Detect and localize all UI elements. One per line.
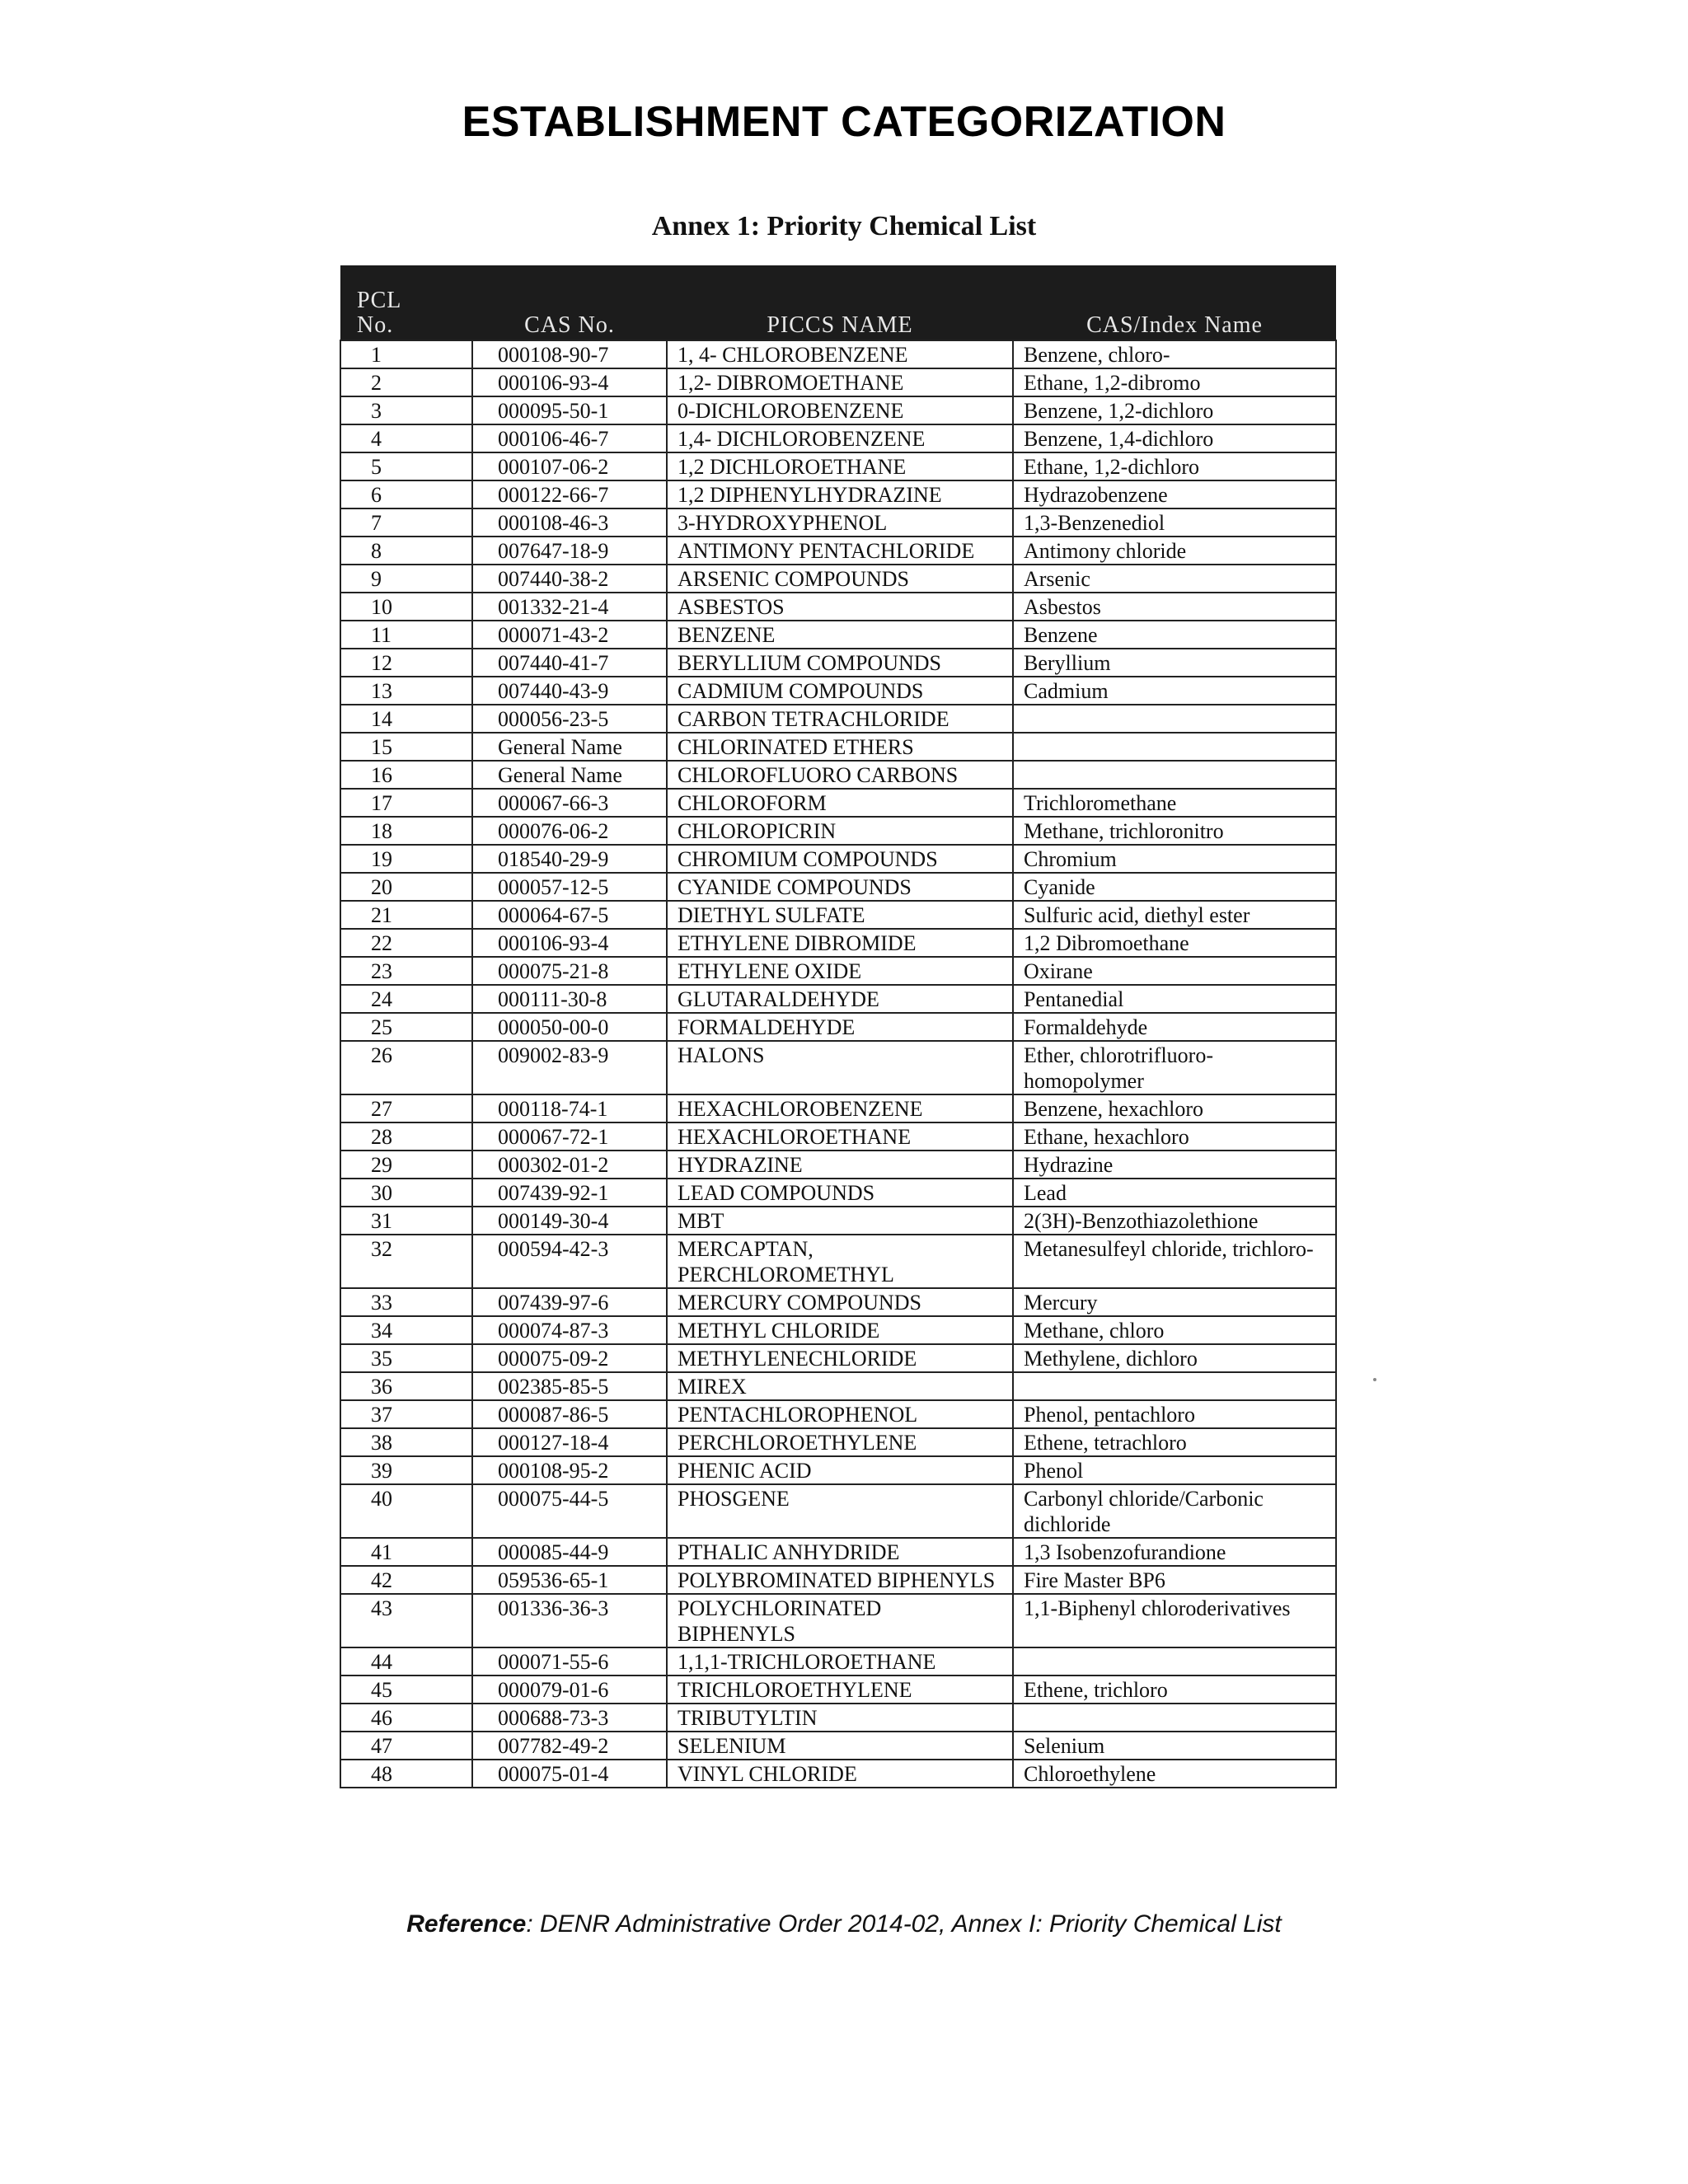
table-row bbox=[340, 368, 1336, 396]
cas-index-name-cell: Selenium bbox=[1013, 1732, 1336, 1760]
pcl-no-cell: 45 bbox=[340, 1675, 472, 1704]
scan-speck bbox=[1373, 1378, 1376, 1381]
cas-index-name-cell: Lead bbox=[1013, 1179, 1336, 1207]
pcl-no-cell: 11 bbox=[340, 621, 472, 649]
cas-index-name-cell: Carbonyl chloride/Carbonic dichloride bbox=[1013, 1484, 1336, 1538]
cas-index-name-cell: Ethane, 1,2-dibromo bbox=[1013, 368, 1336, 396]
cas-no-cell: 000079-01-6 bbox=[472, 1675, 667, 1704]
pcl-no-cell: 12 bbox=[340, 649, 472, 677]
pcl-no-cell: 28 bbox=[340, 1122, 472, 1151]
pcl-no-cell: 46 bbox=[340, 1704, 472, 1732]
cas-no-cell: 000594-42-3 bbox=[472, 1235, 667, 1288]
table-row bbox=[340, 452, 1336, 480]
cas-index-name-cell: 1,3-Benzenediol bbox=[1013, 509, 1336, 537]
piccs-name-cell: PHENIC ACID bbox=[667, 1456, 1013, 1484]
table-row bbox=[340, 1041, 1336, 1094]
table-row bbox=[340, 1704, 1336, 1732]
pcl-no-cell: 34 bbox=[340, 1316, 472, 1344]
cas-no-cell: 059536-65-1 bbox=[472, 1566, 667, 1594]
cas-no-cell: 000106-93-4 bbox=[472, 368, 667, 396]
pcl-no-cell: 44 bbox=[340, 1647, 472, 1675]
cas-no-cell: 001332-21-4 bbox=[472, 593, 667, 621]
pcl-no-cell: 5 bbox=[340, 452, 472, 480]
cas-index-name-cell: Methane, chloro bbox=[1013, 1316, 1336, 1344]
reference-text: : DENR Administrative Order 2014-02, Annex I: Priority Chemical List bbox=[526, 1910, 1282, 1938]
table-body bbox=[340, 340, 1336, 1788]
pcl-no-cell: 35 bbox=[340, 1344, 472, 1372]
pcl-no-cell: 4 bbox=[340, 424, 472, 452]
cas-index-name-cell: Fire Master BP6 bbox=[1013, 1566, 1336, 1594]
cas-no-cell: 007440-41-7 bbox=[472, 649, 667, 677]
piccs-name-cell: 1,2 DIPHENYLHYDRAZINE bbox=[667, 480, 1013, 509]
table-row bbox=[340, 929, 1336, 957]
table-row bbox=[340, 1647, 1336, 1675]
cas-index-name-cell: Ethane, hexachloro bbox=[1013, 1122, 1336, 1151]
piccs-name-cell: GLUTARALDEHYDE bbox=[667, 985, 1013, 1013]
table-row bbox=[340, 901, 1336, 929]
cas-index-name-cell: Chromium bbox=[1013, 845, 1336, 873]
table-row bbox=[340, 340, 1336, 368]
cas-no-cell: 000071-43-2 bbox=[472, 621, 667, 649]
pcl-no-cell: 15 bbox=[340, 733, 472, 761]
cas-index-name-cell: Metanesulfeyl chloride, trichloro- bbox=[1013, 1235, 1336, 1288]
cas-index-name-cell: Hydrazobenzene bbox=[1013, 480, 1336, 509]
table-row bbox=[340, 1372, 1336, 1400]
cas-no-cell: 000075-09-2 bbox=[472, 1344, 667, 1372]
cas-no-cell: 000076-06-2 bbox=[472, 817, 667, 845]
cas-no-cell: 000050-00-0 bbox=[472, 1013, 667, 1041]
cas-no-cell: 000302-01-2 bbox=[472, 1151, 667, 1179]
piccs-name-cell: DIETHYL SULFATE bbox=[667, 901, 1013, 929]
pcl-no-cell: 30 bbox=[340, 1179, 472, 1207]
cas-no-cell: 000064-67-5 bbox=[472, 901, 667, 929]
table-row bbox=[340, 1179, 1336, 1207]
piccs-name-cell: CHLORINATED ETHERS bbox=[667, 733, 1013, 761]
cas-index-name-cell: Benzene, chloro- bbox=[1013, 340, 1336, 368]
cas-index-name-cell: Benzene, 1,4-dichloro bbox=[1013, 424, 1336, 452]
cas-no-cell: 000095-50-1 bbox=[472, 396, 667, 424]
piccs-name-cell: POLYCHLORINATED BIPHENYLS bbox=[667, 1594, 1013, 1647]
table-row bbox=[340, 1732, 1336, 1760]
pcl-no-cell: 7 bbox=[340, 509, 472, 537]
cas-no-cell: 000075-21-8 bbox=[472, 957, 667, 985]
table-row bbox=[340, 593, 1336, 621]
cas-index-name-cell: Pentanedial bbox=[1013, 985, 1336, 1013]
pcl-no-cell: 26 bbox=[340, 1041, 472, 1094]
pcl-no-cell: 2 bbox=[340, 368, 472, 396]
piccs-name-cell: PHOSGENE bbox=[667, 1484, 1013, 1538]
table-row bbox=[340, 1760, 1336, 1788]
table-row bbox=[340, 1207, 1336, 1235]
cas-index-name-cell: 1,1-Biphenyl chloroderivatives bbox=[1013, 1594, 1336, 1647]
table-row bbox=[340, 1235, 1336, 1288]
cas-no-cell: 001336-36-3 bbox=[472, 1594, 667, 1647]
pcl-no-cell: 13 bbox=[340, 677, 472, 705]
cas-no-cell: 000122-66-7 bbox=[472, 480, 667, 509]
pcl-no-cell: 24 bbox=[340, 985, 472, 1013]
cas-no-cell: 009002-83-9 bbox=[472, 1041, 667, 1094]
cas-index-name-cell: Arsenic bbox=[1013, 565, 1336, 593]
cas-no-cell: 000067-72-1 bbox=[472, 1122, 667, 1151]
table-row bbox=[340, 1428, 1336, 1456]
piccs-name-cell: BERYLLIUM COMPOUNDS bbox=[667, 649, 1013, 677]
cas-index-name-cell: Cyanide bbox=[1013, 873, 1336, 901]
table-row bbox=[340, 537, 1336, 565]
cas-index-name-cell: Ethene, tetrachloro bbox=[1013, 1428, 1336, 1456]
cas-index-name-cell: Benzene, 1,2-dichloro bbox=[1013, 396, 1336, 424]
pcl-no-cell: 39 bbox=[340, 1456, 472, 1484]
cas-index-name-cell bbox=[1013, 1372, 1336, 1400]
pcl-no-cell: 22 bbox=[340, 929, 472, 957]
cas-no-cell: 000108-46-3 bbox=[472, 509, 667, 537]
cas-index-name-cell bbox=[1013, 1647, 1336, 1675]
cas-no-cell: 000111-30-8 bbox=[472, 985, 667, 1013]
cas-no-cell: 000087-86-5 bbox=[472, 1400, 667, 1428]
table-row bbox=[340, 480, 1336, 509]
cas-index-name-cell: Ethane, 1,2-dichloro bbox=[1013, 452, 1336, 480]
table-row bbox=[340, 1344, 1336, 1372]
table-row bbox=[340, 705, 1336, 733]
cas-index-name-cell: 1,2 Dibromoethane bbox=[1013, 929, 1336, 957]
pcl-no-cell: 37 bbox=[340, 1400, 472, 1428]
pcl-no-cell: 14 bbox=[340, 705, 472, 733]
pcl-no-cell: 20 bbox=[340, 873, 472, 901]
cas-no-cell: 000071-55-6 bbox=[472, 1647, 667, 1675]
cas-no-cell: 002385-85-5 bbox=[472, 1372, 667, 1400]
table-row bbox=[340, 985, 1336, 1013]
cas-no-cell: 000056-23-5 bbox=[472, 705, 667, 733]
cas-index-name-cell bbox=[1013, 761, 1336, 789]
cas-no-cell: 000085-44-9 bbox=[472, 1538, 667, 1566]
cas-index-name-cell: Ethene, trichloro bbox=[1013, 1675, 1336, 1704]
cas-no-cell: 007782-49-2 bbox=[472, 1732, 667, 1760]
piccs-name-cell: VINYL CHLORIDE bbox=[667, 1760, 1013, 1788]
reference-note bbox=[0, 1910, 1688, 1938]
table-row bbox=[340, 1094, 1336, 1122]
pcl-no-cell: 17 bbox=[340, 789, 472, 817]
cas-no-cell: 007440-43-9 bbox=[472, 677, 667, 705]
piccs-name-cell: HEXACHLOROETHANE bbox=[667, 1122, 1013, 1151]
table-row bbox=[340, 1566, 1336, 1594]
cas-no-cell: 000106-46-7 bbox=[472, 424, 667, 452]
piccs-name-cell: 0-DICHLOROBENZENE bbox=[667, 396, 1013, 424]
table-row bbox=[340, 817, 1336, 845]
cas-index-name-cell bbox=[1013, 1704, 1336, 1732]
cas-index-name-cell bbox=[1013, 705, 1336, 733]
page-title: ESTABLISHMENT CATEGORIZATION bbox=[462, 98, 1226, 146]
cas-index-name-cell: Mercury bbox=[1013, 1288, 1336, 1316]
table-row bbox=[340, 1316, 1336, 1344]
piccs-name-cell: MERCAPTAN, PERCHLOROMETHYL bbox=[667, 1235, 1013, 1288]
header-piccs-name: PICCS NAME bbox=[667, 265, 1013, 340]
cas-no-cell: 007439-92-1 bbox=[472, 1179, 667, 1207]
cas-no-cell: 000127-18-4 bbox=[472, 1428, 667, 1456]
pcl-no-cell: 19 bbox=[340, 845, 472, 873]
piccs-name-cell: MBT bbox=[667, 1207, 1013, 1235]
piccs-name-cell: 1, 4- CHLOROBENZENE bbox=[667, 340, 1013, 368]
cas-no-cell: 000057-12-5 bbox=[472, 873, 667, 901]
header-pcl-no bbox=[340, 265, 472, 340]
cas-index-name-cell: 2(3H)-Benzothiazolethione bbox=[1013, 1207, 1336, 1235]
pcl-no-cell: 10 bbox=[340, 593, 472, 621]
cas-no-cell: General Name bbox=[472, 761, 667, 789]
table-row bbox=[340, 1288, 1336, 1316]
piccs-name-cell: FORMALDEHYDE bbox=[667, 1013, 1013, 1041]
piccs-name-cell: BENZENE bbox=[667, 621, 1013, 649]
pcl-no-cell: 32 bbox=[340, 1235, 472, 1288]
cas-no-cell: 000106-93-4 bbox=[472, 929, 667, 957]
cas-index-name-cell: Asbestos bbox=[1013, 593, 1336, 621]
piccs-name-cell: ARSENIC COMPOUNDS bbox=[667, 565, 1013, 593]
cas-no-cell: 000108-95-2 bbox=[472, 1456, 667, 1484]
cas-no-cell: 000118-74-1 bbox=[472, 1094, 667, 1122]
reference-label: Reference bbox=[406, 1910, 527, 1938]
cas-no-cell: 000107-06-2 bbox=[472, 452, 667, 480]
table-row bbox=[340, 1484, 1336, 1538]
cas-index-name-cell: Sulfuric acid, diethyl ester bbox=[1013, 901, 1336, 929]
cas-index-name-cell: Chloroethylene bbox=[1013, 1760, 1336, 1788]
piccs-name-cell: PENTACHLOROPHENOL bbox=[667, 1400, 1013, 1428]
header-row bbox=[340, 265, 1336, 340]
cas-index-name-cell: Antimony chloride bbox=[1013, 537, 1336, 565]
pcl-no-cell: 21 bbox=[340, 901, 472, 929]
piccs-name-cell: ETHYLENE DIBROMIDE bbox=[667, 929, 1013, 957]
pcl-no-cell: 47 bbox=[340, 1732, 472, 1760]
pcl-no-cell: 18 bbox=[340, 817, 472, 845]
pcl-no-cell: 1 bbox=[340, 340, 472, 368]
piccs-name-cell: ANTIMONY PENTACHLORIDE bbox=[667, 537, 1013, 565]
table-row bbox=[340, 424, 1336, 452]
piccs-name-cell: CHLOROFLUORO CARBONS bbox=[667, 761, 1013, 789]
piccs-name-cell: CHLOROPICRIN bbox=[667, 817, 1013, 845]
cas-no-cell: 007647-18-9 bbox=[472, 537, 667, 565]
header-cas-index-name: CAS/Index Name bbox=[1013, 265, 1336, 340]
header-pcl-no-line2: No. bbox=[357, 312, 394, 338]
piccs-name-cell: 1,1,1-TRICHLOROETHANE bbox=[667, 1647, 1013, 1675]
pcl-no-cell: 40 bbox=[340, 1484, 472, 1538]
header-pcl-no-line1: PCL bbox=[357, 288, 402, 313]
piccs-name-cell: LEAD COMPOUNDS bbox=[667, 1179, 1013, 1207]
table-row bbox=[340, 761, 1336, 789]
cas-index-name-cell: Benzene, hexachloro bbox=[1013, 1094, 1336, 1122]
table-row bbox=[340, 1594, 1336, 1647]
cas-index-name-cell: Methylene, dichloro bbox=[1013, 1344, 1336, 1372]
table-row bbox=[340, 873, 1336, 901]
cas-index-name-cell bbox=[1013, 733, 1336, 761]
cas-no-cell: 000688-73-3 bbox=[472, 1704, 667, 1732]
table-row bbox=[340, 845, 1336, 873]
cas-index-name-cell: Hydrazine bbox=[1013, 1151, 1336, 1179]
pcl-no-cell: 33 bbox=[340, 1288, 472, 1316]
cas-no-cell: 000075-01-4 bbox=[472, 1760, 667, 1788]
piccs-name-cell: PTHALIC ANHYDRIDE bbox=[667, 1538, 1013, 1566]
cas-no-cell: 007439-97-6 bbox=[472, 1288, 667, 1316]
piccs-name-cell: PERCHLOROETHYLENE bbox=[667, 1428, 1013, 1456]
pcl-no-cell: 36 bbox=[340, 1372, 472, 1400]
cas-no-cell: 000067-66-3 bbox=[472, 789, 667, 817]
pcl-no-cell: 8 bbox=[340, 537, 472, 565]
pcl-no-cell: 25 bbox=[340, 1013, 472, 1041]
piccs-name-cell: 1,4- DICHLOROBENZENE bbox=[667, 424, 1013, 452]
cas-no-cell: General Name bbox=[472, 733, 667, 761]
piccs-name-cell: 1,2- DIBROMOETHANE bbox=[667, 368, 1013, 396]
header-cas-no: CAS No. bbox=[472, 265, 667, 340]
cas-index-name-cell: Methane, trichloronitro bbox=[1013, 817, 1336, 845]
pcl-no-cell: 43 bbox=[340, 1594, 472, 1647]
cas-no-cell: 000074-87-3 bbox=[472, 1316, 667, 1344]
piccs-name-cell: 1,2 DICHLOROETHANE bbox=[667, 452, 1013, 480]
table-row bbox=[340, 733, 1336, 761]
table-row bbox=[340, 1456, 1336, 1484]
table-row bbox=[340, 1151, 1336, 1179]
cas-no-cell: 000149-30-4 bbox=[472, 1207, 667, 1235]
cas-index-name-cell: Beryllium bbox=[1013, 649, 1336, 677]
pcl-no-cell: 42 bbox=[340, 1566, 472, 1594]
piccs-name-cell: CYANIDE COMPOUNDS bbox=[667, 873, 1013, 901]
table-row bbox=[340, 957, 1336, 985]
cas-index-name-cell: Cadmium bbox=[1013, 677, 1336, 705]
table-row bbox=[340, 565, 1336, 593]
table-header bbox=[340, 265, 1336, 340]
table-row bbox=[340, 621, 1336, 649]
pcl-no-cell: 16 bbox=[340, 761, 472, 789]
pcl-no-cell: 31 bbox=[340, 1207, 472, 1235]
piccs-name-cell: CADMIUM COMPOUNDS bbox=[667, 677, 1013, 705]
cas-index-name-cell: Trichloromethane bbox=[1013, 789, 1336, 817]
cas-no-cell: 007440-38-2 bbox=[472, 565, 667, 593]
piccs-name-cell: POLYBROMINATED BIPHENYLS bbox=[667, 1566, 1013, 1594]
piccs-name-cell: CHLOROFORM bbox=[667, 789, 1013, 817]
piccs-name-cell: SELENIUM bbox=[667, 1732, 1013, 1760]
cas-index-name-cell: 1,3 Isobenzofurandione bbox=[1013, 1538, 1336, 1566]
priority-chemical-table-container bbox=[340, 265, 1335, 1788]
cas-index-name-cell: Phenol, pentachloro bbox=[1013, 1400, 1336, 1428]
table-row bbox=[340, 649, 1336, 677]
piccs-name-cell: MIREX bbox=[667, 1372, 1013, 1400]
cas-index-name-cell: Formaldehyde bbox=[1013, 1013, 1336, 1041]
piccs-name-cell: MERCURY COMPOUNDS bbox=[667, 1288, 1013, 1316]
pcl-no-cell: 23 bbox=[340, 957, 472, 985]
pcl-no-cell: 29 bbox=[340, 1151, 472, 1179]
pcl-no-cell: 48 bbox=[340, 1760, 472, 1788]
pcl-no-cell: 27 bbox=[340, 1094, 472, 1122]
cas-index-name-cell: Phenol bbox=[1013, 1456, 1336, 1484]
piccs-name-cell: TRIBUTYLTIN bbox=[667, 1704, 1013, 1732]
cas-index-name-cell: Benzene bbox=[1013, 621, 1336, 649]
pcl-no-cell: 38 bbox=[340, 1428, 472, 1456]
cas-no-cell: 000075-44-5 bbox=[472, 1484, 667, 1538]
piccs-name-cell: HEXACHLOROBENZENE bbox=[667, 1094, 1013, 1122]
priority-chemical-table bbox=[340, 265, 1337, 1788]
table-row bbox=[340, 1675, 1336, 1704]
pcl-no-cell: 6 bbox=[340, 480, 472, 509]
pcl-no-cell: 3 bbox=[340, 396, 472, 424]
piccs-name-cell: HALONS bbox=[667, 1041, 1013, 1094]
cas-index-name-cell: Oxirane bbox=[1013, 957, 1336, 985]
table-row bbox=[340, 396, 1336, 424]
piccs-name-cell: CARBON TETRACHLORIDE bbox=[667, 705, 1013, 733]
piccs-name-cell: TRICHLOROETHYLENE bbox=[667, 1675, 1013, 1704]
table-row bbox=[340, 1400, 1336, 1428]
piccs-name-cell: HYDRAZINE bbox=[667, 1151, 1013, 1179]
piccs-name-cell: ETHYLENE OXIDE bbox=[667, 957, 1013, 985]
pcl-no-cell: 9 bbox=[340, 565, 472, 593]
table-row bbox=[340, 1013, 1336, 1041]
piccs-name-cell: METHYL CHLORIDE bbox=[667, 1316, 1013, 1344]
table-row bbox=[340, 789, 1336, 817]
cas-index-name-cell: Ether, chlorotrifluoro-homopolymer bbox=[1013, 1041, 1336, 1094]
pcl-no-cell: 41 bbox=[340, 1538, 472, 1566]
table-row bbox=[340, 1122, 1336, 1151]
cas-no-cell: 000108-90-7 bbox=[472, 340, 667, 368]
piccs-name-cell: CHROMIUM COMPOUNDS bbox=[667, 845, 1013, 873]
piccs-name-cell: ASBESTOS bbox=[667, 593, 1013, 621]
piccs-name-cell: METHYLENECHLORIDE bbox=[667, 1344, 1013, 1372]
piccs-name-cell: 3-HYDROXYPHENOL bbox=[667, 509, 1013, 537]
table-row bbox=[340, 1538, 1336, 1566]
annex-title: Annex 1: Priority Chemical List bbox=[651, 211, 1037, 241]
cas-no-cell: 018540-29-9 bbox=[472, 845, 667, 873]
table-row bbox=[340, 677, 1336, 705]
table-row bbox=[340, 509, 1336, 537]
